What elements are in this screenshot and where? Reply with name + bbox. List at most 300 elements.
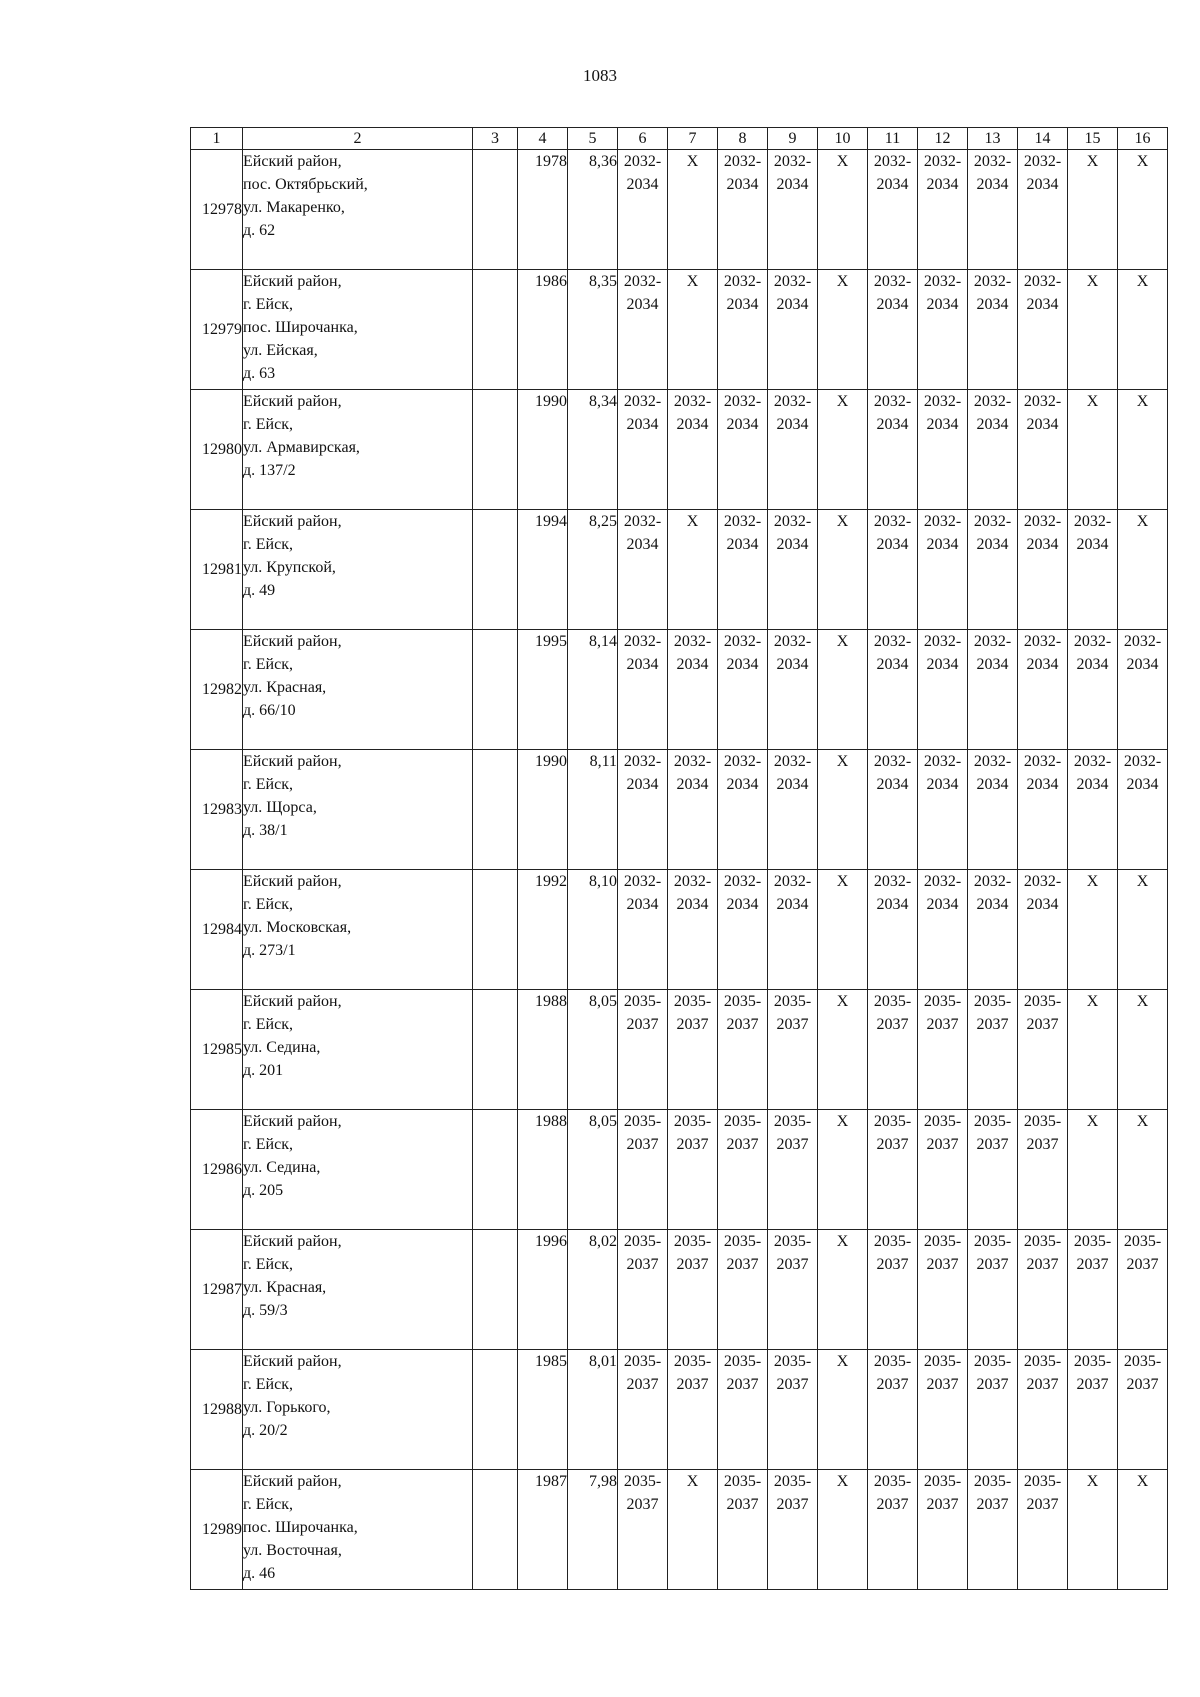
address-line: Ейский район,	[243, 153, 342, 170]
address-line: ул. Красная,	[243, 679, 327, 696]
period-cell	[1018, 1230, 1068, 1350]
period-cell	[618, 990, 668, 1110]
value-cell: 8,02	[568, 1230, 618, 1350]
period-cell	[718, 1110, 768, 1230]
period-text: 2032- 2034	[773, 753, 812, 793]
period-text: X	[836, 1113, 849, 1130]
year-cell: 1986	[518, 270, 568, 390]
address-line: д. 201	[243, 1062, 284, 1079]
period-cell	[968, 990, 1018, 1110]
period-cell	[818, 990, 868, 1110]
period-cell	[918, 870, 968, 990]
value-cell: 8,11	[568, 750, 618, 870]
address-line: Ейский район,	[243, 1113, 342, 1130]
period-text: X	[836, 873, 849, 890]
period-cell	[1118, 1470, 1168, 1590]
period-cell	[768, 630, 818, 750]
period-cell	[1118, 390, 1168, 510]
period-text: 2035- 2037	[973, 1233, 1012, 1273]
period-cell	[668, 1470, 718, 1590]
address-cell	[243, 870, 473, 990]
period-cell	[868, 1230, 918, 1350]
period-text: 2032- 2034	[873, 633, 912, 673]
period-cell	[868, 390, 918, 510]
period-text: 2032- 2034	[1023, 873, 1062, 913]
period-cell	[968, 150, 1018, 270]
table-row	[191, 870, 1168, 990]
period-text: 2035- 2037	[873, 993, 912, 1033]
period-cell	[668, 390, 718, 510]
period-cell	[1068, 510, 1118, 630]
address-line: ул. Крупской,	[243, 559, 336, 576]
table-row	[191, 630, 1168, 750]
address-line: Ейский район,	[243, 273, 342, 290]
period-text: X	[836, 273, 849, 290]
address-line: Ейский район,	[243, 1233, 342, 1250]
period-text: 2032- 2034	[873, 873, 912, 913]
period-text: 2032- 2034	[623, 873, 662, 913]
address-cell	[243, 150, 473, 270]
address-line: Ейский район,	[243, 993, 342, 1010]
period-text: X	[686, 153, 699, 170]
period-text: 2032- 2034	[673, 393, 712, 433]
period-cell	[618, 1350, 668, 1470]
column-header-10: 10	[818, 128, 868, 150]
period-text: 2035- 2037	[623, 1473, 662, 1513]
period-text: 2032- 2034	[923, 753, 962, 793]
column-3-cell	[473, 390, 518, 510]
period-text: X	[1136, 513, 1149, 530]
period-text: 2032- 2034	[723, 393, 762, 433]
column-header-13: 13	[968, 128, 1018, 150]
period-text: 2032- 2034	[973, 873, 1012, 913]
column-3-cell	[473, 510, 518, 630]
period-cell	[668, 1230, 718, 1350]
table-row	[191, 1110, 1168, 1230]
period-text: 2035- 2037	[973, 993, 1012, 1033]
period-cell	[1068, 1350, 1118, 1470]
period-cell	[668, 1110, 718, 1230]
row-number: 12986	[191, 1110, 243, 1230]
period-text: 2032- 2034	[873, 273, 912, 313]
address-line: д. 273/1	[243, 942, 296, 959]
period-cell	[1068, 1470, 1118, 1590]
period-cell	[668, 510, 718, 630]
period-cell	[718, 150, 768, 270]
column-header-15: 15	[1068, 128, 1118, 150]
period-text: 2032- 2034	[1023, 273, 1062, 313]
address-cell	[243, 510, 473, 630]
period-cell	[1118, 990, 1168, 1110]
period-cell	[818, 390, 868, 510]
period-text: 2032- 2034	[873, 153, 912, 193]
period-text: X	[1086, 1473, 1099, 1490]
period-cell	[918, 390, 968, 510]
period-text: 2032- 2034	[923, 513, 962, 553]
address-cell	[243, 630, 473, 750]
period-cell	[818, 750, 868, 870]
period-cell	[968, 1350, 1018, 1470]
period-cell	[718, 630, 768, 750]
table-row	[191, 510, 1168, 630]
period-text: X	[836, 1233, 849, 1250]
address-line: д. 66/10	[243, 702, 296, 719]
address-line: ул. Ейская,	[243, 342, 318, 359]
period-cell	[868, 1470, 918, 1590]
period-cell	[918, 150, 968, 270]
period-text: X	[836, 1473, 849, 1490]
period-cell	[618, 630, 668, 750]
period-text: X	[836, 153, 849, 170]
address-cell	[243, 1110, 473, 1230]
period-text: X	[686, 513, 699, 530]
period-cell	[818, 1110, 868, 1230]
value-cell: 8,14	[568, 630, 618, 750]
period-cell	[1018, 150, 1068, 270]
address-line: ул. Московская,	[243, 919, 352, 936]
period-cell	[918, 630, 968, 750]
period-text: 2035- 2037	[1023, 1113, 1062, 1153]
column-header-6: 6	[618, 128, 668, 150]
address-line: г. Ейск,	[243, 1376, 293, 1393]
period-text: 2032- 2034	[773, 513, 812, 553]
period-text: 2035- 2037	[673, 1353, 712, 1393]
period-cell	[918, 510, 968, 630]
address-cell	[243, 990, 473, 1110]
period-cell	[918, 1110, 968, 1230]
year-cell: 1995	[518, 630, 568, 750]
period-cell	[868, 1110, 918, 1230]
table-row	[191, 750, 1168, 870]
address-line: Ейский район,	[243, 873, 342, 890]
period-cell	[868, 750, 918, 870]
address-cell	[243, 1230, 473, 1350]
period-text: 2035- 2037	[723, 1113, 762, 1153]
period-cell	[868, 630, 918, 750]
period-text: 2035- 2037	[673, 1233, 712, 1273]
address-line: д. 63	[243, 365, 276, 382]
period-text: 2035- 2037	[1123, 1353, 1162, 1393]
value-cell: 8,25	[568, 510, 618, 630]
address-line: ул. Седина,	[243, 1039, 321, 1056]
period-text: 2035- 2037	[1023, 1233, 1062, 1273]
column-header-3: 3	[473, 128, 518, 150]
period-cell	[968, 1230, 1018, 1350]
period-text: 2035- 2037	[723, 1353, 762, 1393]
row-number: 12979	[191, 270, 243, 390]
table-header-row	[191, 128, 1168, 150]
period-text: 2032- 2034	[923, 393, 962, 433]
period-cell	[768, 990, 818, 1110]
row-number: 12989	[191, 1470, 243, 1590]
period-text: 2032- 2034	[623, 753, 662, 793]
address-line: пос. Широчанка,	[243, 1519, 358, 1536]
address-line: г. Ейск,	[243, 296, 293, 313]
address-line: ул. Красная,	[243, 1279, 327, 1296]
period-cell	[1068, 390, 1118, 510]
period-cell	[818, 510, 868, 630]
period-cell	[1018, 390, 1068, 510]
period-cell	[818, 870, 868, 990]
period-cell	[618, 870, 668, 990]
value-cell: 8,10	[568, 870, 618, 990]
period-text: 2035- 2037	[1123, 1233, 1162, 1273]
period-cell	[618, 390, 668, 510]
period-text: X	[1086, 873, 1099, 890]
row-number: 12983	[191, 750, 243, 870]
row-number: 12978	[191, 150, 243, 270]
period-cell	[818, 1350, 868, 1470]
period-text: 2032- 2034	[623, 153, 662, 193]
period-cell	[1118, 630, 1168, 750]
period-cell	[768, 390, 818, 510]
table-row	[191, 1350, 1168, 1470]
table-row	[191, 1230, 1168, 1350]
period-text: 2032- 2034	[973, 393, 1012, 433]
period-text: 2035- 2037	[723, 1473, 762, 1513]
year-cell: 1988	[518, 1110, 568, 1230]
period-text: 2035- 2037	[1023, 993, 1062, 1033]
period-text: 2032- 2034	[773, 633, 812, 673]
year-cell: 1985	[518, 1350, 568, 1470]
period-cell	[668, 750, 718, 870]
period-text: X	[1136, 1473, 1149, 1490]
period-text: 2032- 2034	[873, 513, 912, 553]
period-text: X	[836, 513, 849, 530]
column-3-cell	[473, 1350, 518, 1470]
period-text: 2032- 2034	[723, 633, 762, 673]
period-text: X	[1086, 153, 1099, 170]
period-text: 2032- 2034	[1123, 633, 1162, 673]
period-cell	[718, 390, 768, 510]
address-line: Ейский район,	[243, 633, 342, 650]
period-text: X	[1086, 273, 1099, 290]
address-line: г. Ейск,	[243, 896, 293, 913]
period-text: 2035- 2037	[873, 1353, 912, 1393]
period-text: 2035- 2037	[923, 1233, 962, 1273]
period-cell	[718, 750, 768, 870]
column-3-cell	[473, 990, 518, 1110]
period-cell	[1018, 750, 1068, 870]
period-text: 2035- 2037	[923, 1473, 962, 1513]
year-cell: 1990	[518, 750, 568, 870]
period-cell	[968, 750, 1018, 870]
period-cell	[618, 1470, 668, 1590]
column-header-16: 16	[1118, 128, 1168, 150]
period-cell	[1018, 270, 1068, 390]
period-text: 2035- 2037	[873, 1113, 912, 1153]
period-cell	[1018, 1350, 1068, 1470]
address-line: д. 20/2	[243, 1422, 288, 1439]
table-row	[191, 270, 1168, 390]
period-text: X	[686, 273, 699, 290]
column-3-cell	[473, 870, 518, 990]
year-cell: 1988	[518, 990, 568, 1110]
period-cell	[718, 870, 768, 990]
period-text: X	[1136, 393, 1149, 410]
period-text: 2035- 2037	[623, 1353, 662, 1393]
period-cell	[918, 1350, 968, 1470]
period-cell	[1118, 1350, 1168, 1470]
period-cell	[618, 1230, 668, 1350]
period-text: 2032- 2034	[623, 393, 662, 433]
address-line: г. Ейск,	[243, 416, 293, 433]
period-text: 2032- 2034	[1123, 753, 1162, 793]
year-cell: 1987	[518, 1470, 568, 1590]
period-cell	[768, 1230, 818, 1350]
period-cell	[1068, 750, 1118, 870]
period-text: 2032- 2034	[723, 873, 762, 913]
period-text: 2032- 2034	[923, 153, 962, 193]
row-number: 12980	[191, 390, 243, 510]
period-text: 2032- 2034	[623, 273, 662, 313]
value-cell: 7,98	[568, 1470, 618, 1590]
address-line: д. 205	[243, 1182, 284, 1199]
period-cell	[1068, 1230, 1118, 1350]
period-text: X	[1136, 873, 1149, 890]
value-cell: 8,05	[568, 1110, 618, 1230]
period-text: 2032- 2034	[1073, 753, 1112, 793]
period-text: X	[836, 1353, 849, 1370]
period-text: 2032- 2034	[923, 873, 962, 913]
period-text: 2032- 2034	[1073, 633, 1112, 673]
period-cell	[668, 630, 718, 750]
period-text: 2032- 2034	[773, 393, 812, 433]
address-cell	[243, 1350, 473, 1470]
period-text: 2032- 2034	[1023, 153, 1062, 193]
column-3-cell	[473, 1110, 518, 1230]
period-cell	[1118, 870, 1168, 990]
period-cell	[768, 870, 818, 990]
period-cell	[768, 1110, 818, 1230]
column-header-5: 5	[568, 128, 618, 150]
period-text: 2032- 2034	[873, 753, 912, 793]
period-cell	[1118, 1230, 1168, 1350]
period-cell	[968, 1110, 1018, 1230]
address-line: ул. Щорса,	[243, 799, 317, 816]
period-cell	[1118, 150, 1168, 270]
period-cell	[918, 750, 968, 870]
period-text: 2035- 2037	[923, 1113, 962, 1153]
address-line: г. Ейск,	[243, 536, 293, 553]
period-text: 2032- 2034	[773, 153, 812, 193]
address-line: г. Ейск,	[243, 1016, 293, 1033]
period-cell	[868, 150, 918, 270]
address-line: ул. Макаренко,	[243, 199, 345, 216]
row-number: 12988	[191, 1350, 243, 1470]
period-cell	[1068, 630, 1118, 750]
period-text: 2032- 2034	[923, 633, 962, 673]
period-text: 2032- 2034	[723, 513, 762, 553]
period-text: 2035- 2037	[973, 1113, 1012, 1153]
period-text: 2035- 2037	[1023, 1353, 1062, 1393]
address-cell	[243, 1470, 473, 1590]
value-cell: 8,36	[568, 150, 618, 270]
period-text: X	[836, 633, 849, 650]
period-cell	[768, 270, 818, 390]
year-cell: 1978	[518, 150, 568, 270]
period-cell	[718, 1230, 768, 1350]
period-text: 2032- 2034	[673, 873, 712, 913]
period-cell	[1018, 870, 1068, 990]
row-number: 12987	[191, 1230, 243, 1350]
column-header-7: 7	[668, 128, 718, 150]
period-text: 2032- 2034	[623, 633, 662, 673]
period-text: 2032- 2034	[973, 153, 1012, 193]
column-header-1: 1	[191, 128, 243, 150]
period-cell	[618, 510, 668, 630]
period-cell	[1068, 270, 1118, 390]
period-cell	[718, 270, 768, 390]
period-cell	[818, 630, 868, 750]
period-text: 2035- 2037	[873, 1473, 912, 1513]
period-cell	[918, 990, 968, 1110]
period-text: 2035- 2037	[773, 1353, 812, 1393]
period-text: 2035- 2037	[1023, 1473, 1062, 1513]
row-number: 12982	[191, 630, 243, 750]
period-cell	[768, 1470, 818, 1590]
period-text: 2035- 2037	[973, 1353, 1012, 1393]
period-text: 2035- 2037	[773, 1113, 812, 1153]
period-cell	[968, 270, 1018, 390]
period-text: 2032- 2034	[1023, 513, 1062, 553]
column-header-2: 2	[243, 128, 473, 150]
period-cell	[1018, 630, 1068, 750]
period-cell	[1018, 510, 1068, 630]
period-text: X	[1086, 993, 1099, 1010]
period-text: 2035- 2037	[723, 993, 762, 1033]
period-text: 2032- 2034	[923, 273, 962, 313]
period-text: 2032- 2034	[773, 273, 812, 313]
period-text: X	[836, 753, 849, 770]
period-cell	[868, 990, 918, 1110]
period-text: X	[836, 993, 849, 1010]
column-3-cell	[473, 150, 518, 270]
period-cell	[1118, 750, 1168, 870]
period-cell	[1118, 1110, 1168, 1230]
period-cell	[868, 510, 918, 630]
period-text: X	[1086, 393, 1099, 410]
period-cell	[968, 390, 1018, 510]
period-cell	[918, 1470, 968, 1590]
row-number: 12984	[191, 870, 243, 990]
period-text: 2035- 2037	[873, 1233, 912, 1273]
period-text: 2035- 2037	[623, 1233, 662, 1273]
column-header-4: 4	[518, 128, 568, 150]
period-text: 2032- 2034	[723, 153, 762, 193]
period-cell	[768, 1350, 818, 1470]
period-cell	[818, 270, 868, 390]
period-text: 2032- 2034	[873, 393, 912, 433]
column-3-cell	[473, 750, 518, 870]
value-cell: 8,34	[568, 390, 618, 510]
period-cell	[868, 270, 918, 390]
period-cell	[668, 270, 718, 390]
period-cell	[1018, 1110, 1068, 1230]
period-cell	[718, 1350, 768, 1470]
period-text: X	[1136, 153, 1149, 170]
table-row	[191, 390, 1168, 510]
period-text: 2032- 2034	[1073, 513, 1112, 553]
column-header-9: 9	[768, 128, 818, 150]
address-line: Ейский район,	[243, 1353, 342, 1370]
period-cell	[868, 1350, 918, 1470]
address-line: ул. Седина,	[243, 1159, 321, 1176]
period-text: X	[1086, 1113, 1099, 1130]
period-cell	[1118, 270, 1168, 390]
period-cell	[1018, 1470, 1068, 1590]
year-cell: 1996	[518, 1230, 568, 1350]
